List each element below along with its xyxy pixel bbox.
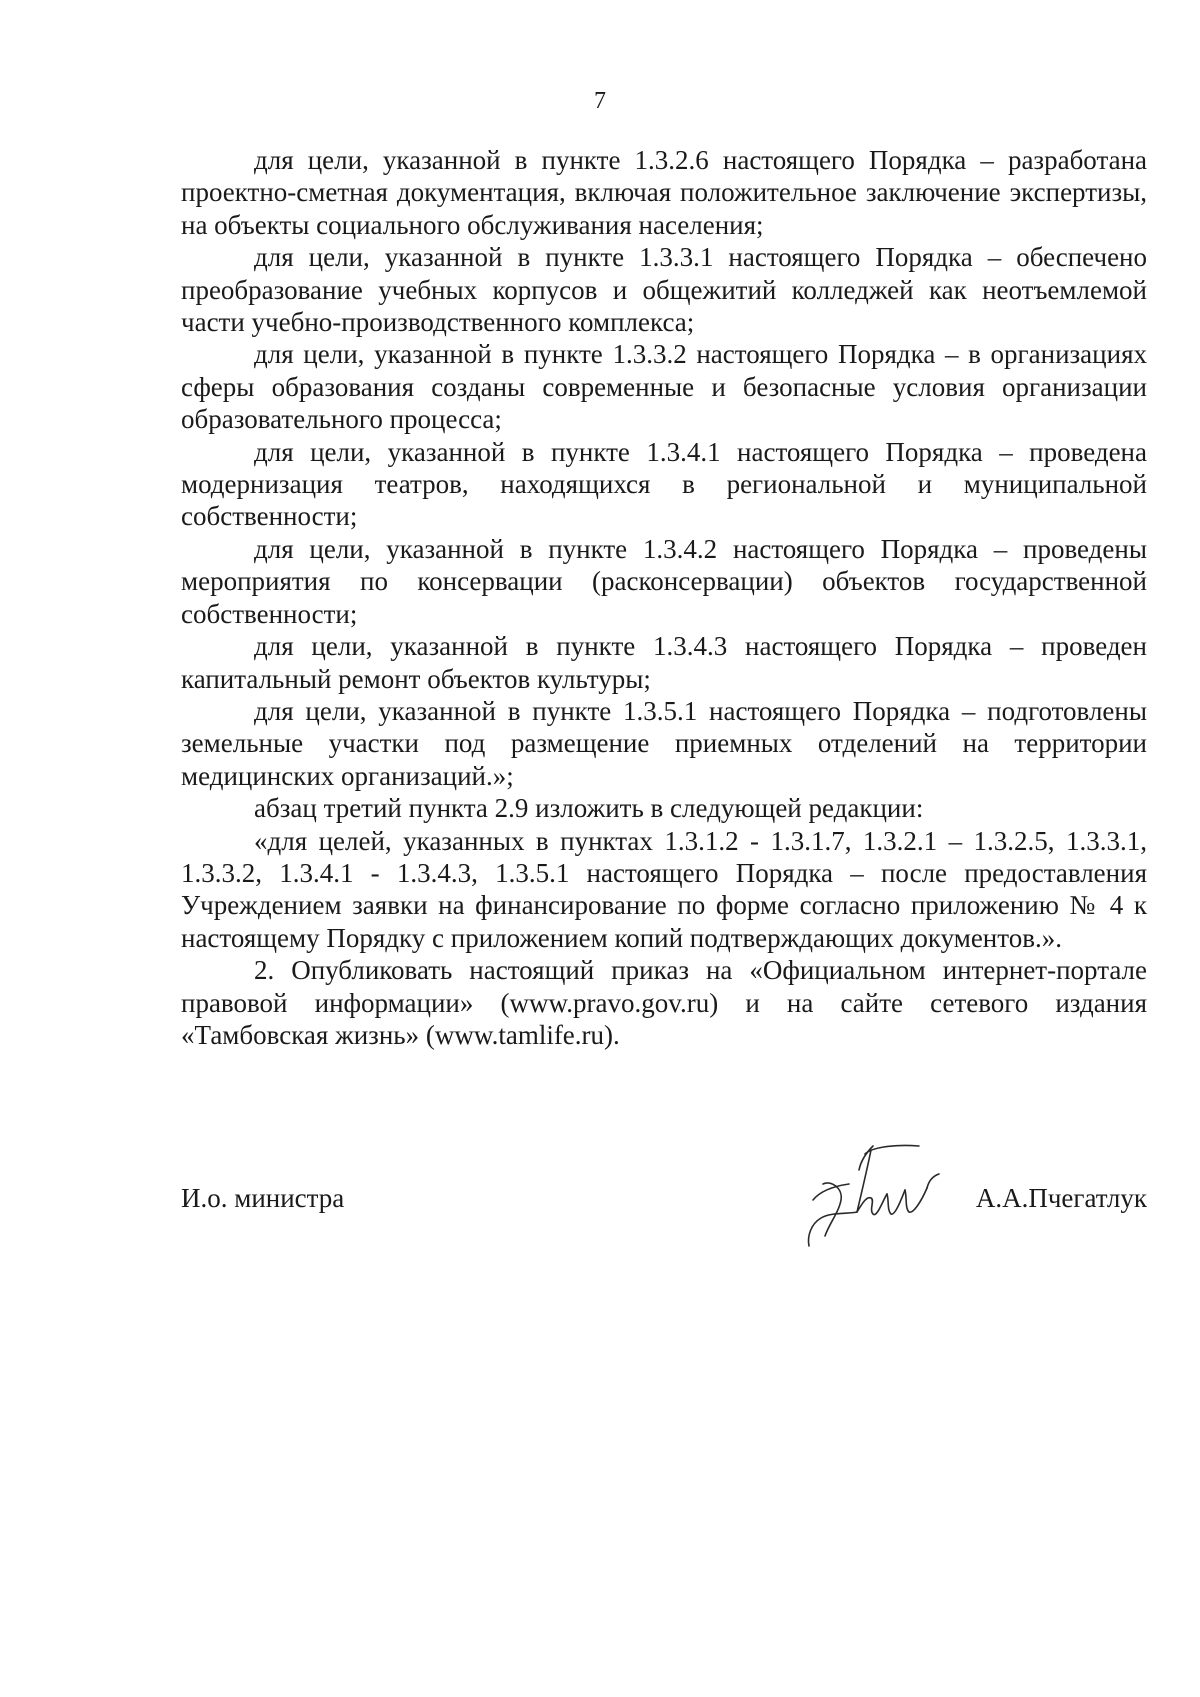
paragraph: «для целей, указанных в пунктах 1.3.1.2 - 1.3.1.7, 1.3.2.1 – 1.3.2.5, 1.3.3.1, 1.3.3.2, 1.3.4.1 - 1.3.4.3, 1.3.5.1 настоящего Порядка – после предоставления Учреждением заявки на финансирование по форме согласно приложению № 4 к настоящему Порядку с приложением копий подтверждающих документов.». [181,825,1147,953]
signature-block [181,1172,1147,1252]
page-number: 7 [594,88,606,114]
paragraph: для цели, указанной в пункте 1.3.4.2 настоящего Порядка – проведены мероприятия по консервации (расконсервации) объектов государственной собственности; [181,533,1147,629]
paragraph: для цели, указанной в пункте 1.3.5.1 настоящего Порядка – подготовлены земельные участки под размещение приемных отделений на территории медицинских организаций.»; [181,695,1147,791]
paragraph: 2. Опубликовать настоящий приказ на «Официальном интернет-портале правовой информации» (www.pravo.gov.ru) и на сайте сетевого издания «Тамбовская жизнь» (www.tamlife.ru). [181,955,1147,1050]
handwritten-signature-icon [801,1140,951,1250]
paragraph: абзац третий пункта 2.9 изложить в следующей редакции: [254,793,924,824]
signatory-position: И.о. министра [181,1183,345,1213]
signatory-name: А.А.Пчегатлук [975,1183,1147,1213]
paragraph: для цели, указанной в пункте 1.3.3.2 настоящего Порядка – в организациях сферы образования созданы современные и безопасные условия организации образовательного процесса; [181,339,1147,435]
document-body [181,144,1147,1051]
paragraph: для цели, указанной в пункте 1.3.4.3 настоящего Порядка – проведен капитальный ремонт объектов культуры; [181,631,1147,694]
paragraph: для цели, указанной в пункте 1.3.4.1 настоящего Порядка – проведена модернизация театров, находящихся в региональной и муниципальной собственности; [181,436,1147,532]
paragraph: для цели, указанной в пункте 1.3.3.1 настоящего Порядка – обеспечено преобразование учебных корпусов и общежитий колледжей как неотъемлемой части учебно-производственного комплекса; [181,242,1147,338]
paragraph: для цели, указанной в пункте 1.3.2.6 настоящего Порядка – разработана проектно-сметная документация, включая положительное заключение экспертизы, на объекты социального обслуживания населения; [181,145,1147,240]
